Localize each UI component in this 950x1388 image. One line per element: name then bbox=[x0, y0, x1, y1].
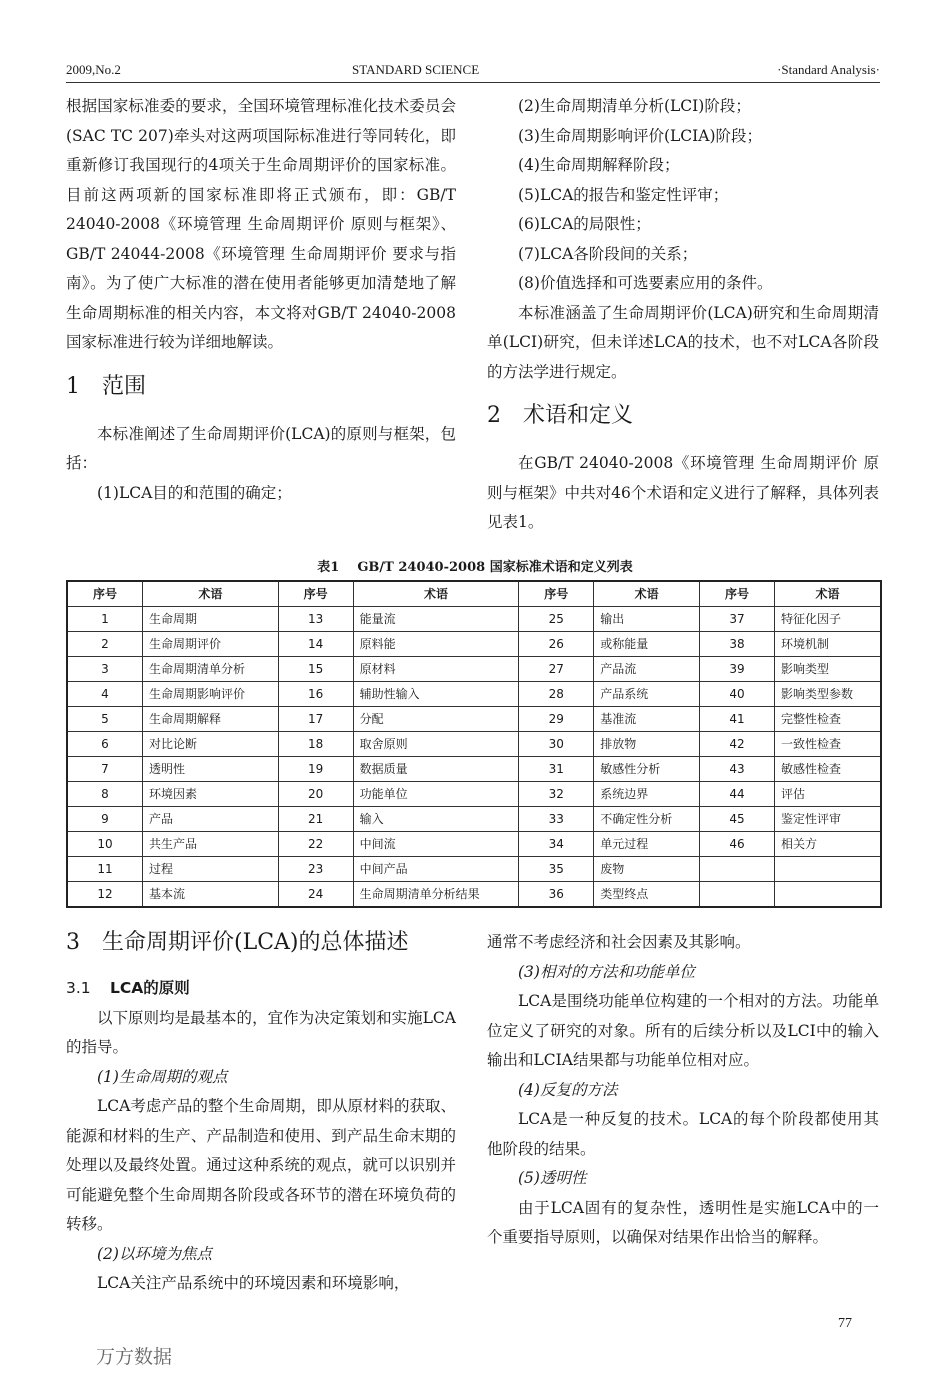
subsection-3-1-title: LCA的原则 bbox=[110, 979, 190, 997]
term-name-cell: 敏感性分析 bbox=[594, 757, 700, 782]
term-name-cell: 影响类型 bbox=[775, 657, 881, 682]
term-name-cell: 取舍原则 bbox=[353, 732, 519, 757]
term-number-cell bbox=[700, 857, 775, 882]
term-name-cell: 分配 bbox=[353, 707, 519, 732]
table-row bbox=[67, 882, 881, 908]
left-column-bottom bbox=[66, 928, 456, 1299]
left-column-top bbox=[66, 92, 456, 508]
term-number-cell: 45 bbox=[700, 807, 775, 832]
section-1-closing: 本标准涵盖了生命周期评价(LCA)研究和生命周期清单(LCI)研究，但未详述LCA的技术，也不对LCA各阶段的方法学进行规定。 bbox=[487, 303, 879, 381]
principle-1-text: LCA考虑产品的整个生命周期，即从原材料的获取、能源和材料的生产、产品制造和使用、到产品生命末期的处理以及最终处置。通过这种系统的观点，就可以识别并可能避免整个生命周期各阶段或各环节的潜在环境负荷的转移。 bbox=[66, 1097, 456, 1233]
term-name-cell: 鉴定性评审 bbox=[775, 807, 881, 832]
section-1-heading bbox=[66, 372, 456, 402]
scope-item-5: (5)LCA的报告和鉴定性评审； bbox=[518, 185, 729, 204]
term-name-cell: 产品 bbox=[143, 807, 279, 832]
term-number-cell: 43 bbox=[700, 757, 775, 782]
term-number-cell: 38 bbox=[700, 632, 775, 657]
header-cell: 序号 bbox=[519, 581, 594, 607]
term-number-cell: 37 bbox=[700, 607, 775, 632]
term-number-cell: 28 bbox=[519, 682, 594, 707]
term-number-cell: 36 bbox=[519, 882, 594, 908]
term-number-cell: 15 bbox=[278, 657, 353, 682]
term-name-cell bbox=[775, 882, 881, 908]
term-name-cell: 数据质量 bbox=[353, 757, 519, 782]
header-cell: 序号 bbox=[278, 581, 353, 607]
term-name-cell: 不确定性分析 bbox=[594, 807, 700, 832]
table-title: GB/T 24040-2008 国家标准术语和定义列表 bbox=[357, 560, 633, 575]
term-number-cell: 29 bbox=[519, 707, 594, 732]
term-number-cell: 13 bbox=[278, 607, 353, 632]
table-row bbox=[67, 632, 881, 657]
table-body bbox=[67, 607, 881, 908]
table-header-row bbox=[67, 581, 881, 607]
term-name-cell: 输入 bbox=[353, 807, 519, 832]
table-row bbox=[67, 782, 881, 807]
scope-item-2: (2)生命周期清单分析(LCI)阶段； bbox=[518, 97, 751, 115]
column-name: ·Standard Analysis· bbox=[777, 62, 880, 77]
term-number-cell: 19 bbox=[278, 757, 353, 782]
journal-name: STANDARD SCIENCE bbox=[352, 62, 480, 77]
term-name-cell: 环境因素 bbox=[143, 782, 279, 807]
term-name-cell: 能量流 bbox=[353, 607, 519, 632]
term-number-cell: 41 bbox=[700, 707, 775, 732]
term-name-cell: 产品流 bbox=[594, 657, 700, 682]
term-name-cell: 排放物 bbox=[594, 732, 700, 757]
term-name-cell: 或称能量 bbox=[594, 632, 700, 657]
term-number-cell: 17 bbox=[278, 707, 353, 732]
term-name-cell: 一致性检查 bbox=[775, 732, 881, 757]
term-number-cell: 8 bbox=[67, 782, 143, 807]
table-row bbox=[67, 832, 881, 857]
table-row bbox=[67, 657, 881, 682]
term-name-cell: 影响类型参数 bbox=[775, 682, 881, 707]
term-name-cell: 功能单位 bbox=[353, 782, 519, 807]
term-name-cell: 中间产品 bbox=[353, 857, 519, 882]
principle-5-title: (5)透明性 bbox=[518, 1169, 587, 1187]
term-name-cell: 废物 bbox=[594, 857, 700, 882]
table-row bbox=[67, 757, 881, 782]
term-number-cell: 18 bbox=[278, 732, 353, 757]
section-1-intro: 本标准阐述了生命周期评价(LCA)的原则与框架，包括： bbox=[66, 424, 456, 472]
table-row bbox=[67, 857, 881, 882]
intro-paragraph: 根据国家标准委的要求，全国环境管理标准化技术委员会(SAC TC 207)牵头对这两项国际标准进行等同转化，即重新修订我国现行的4项关于生命周期评价的国家标准。目前这两项新的国家标准即将正式颁布，即：GB/T 24040-2008《环境管理 生命周期评价 原则与框架》、GB/T 24044-2008《环境管理 生命周期评价 要求与指南》。为了使广大标准的潜在使用者能够更加清楚地了解生命周期标准的相关内容，本文将对GB/T 24040-2008国家标准进行较为详细地解读。 bbox=[66, 97, 456, 351]
term-name-cell: 特征化因子 bbox=[775, 607, 881, 632]
term-number-cell: 2 bbox=[67, 632, 143, 657]
term-number-cell: 7 bbox=[67, 757, 143, 782]
section-1-title: 范围 bbox=[102, 373, 147, 399]
term-number-cell: 1 bbox=[67, 607, 143, 632]
principle-1-title: (1)生命周期的观点 bbox=[97, 1067, 228, 1086]
term-number-cell: 25 bbox=[519, 607, 594, 632]
header-cell: 术语 bbox=[143, 581, 279, 607]
table-row bbox=[67, 732, 881, 757]
page-number: 77 bbox=[838, 1316, 852, 1331]
term-name-cell: 过程 bbox=[143, 857, 279, 882]
section-3-heading bbox=[66, 928, 456, 958]
term-number-cell: 3 bbox=[67, 657, 143, 682]
term-number-cell: 26 bbox=[519, 632, 594, 657]
section-3-title: 生命周期评价(LCA)的总体描述 bbox=[102, 930, 409, 955]
term-name-cell: 敏感性检查 bbox=[775, 757, 881, 782]
section-2-heading bbox=[487, 401, 879, 431]
principle-3-text: LCA是围绕功能单位构建的一个相对的方法。功能单位定义了研究的对象。所有的后续分析以及LCI中的输入输出和LCIA结果都与功能单位相对应。 bbox=[487, 992, 879, 1069]
subsection-3-1-heading bbox=[66, 974, 456, 1004]
header-cell: 术语 bbox=[775, 581, 881, 607]
principle-4-title: (4)反复的方法 bbox=[518, 1080, 618, 1099]
section-1-number: 1 bbox=[66, 373, 80, 399]
table-row bbox=[67, 682, 881, 707]
term-number-cell: 14 bbox=[278, 632, 353, 657]
term-name-cell: 辅助性输入 bbox=[353, 682, 519, 707]
scope-item-8: (8)价值选择和可选要素应用的条件。 bbox=[518, 274, 773, 292]
term-name-cell: 单元过程 bbox=[594, 832, 700, 857]
term-name-cell: 生命周期解释 bbox=[143, 707, 279, 732]
term-name-cell: 系统边界 bbox=[594, 782, 700, 807]
scope-item-7: (7)LCA各阶段间的关系； bbox=[518, 244, 698, 263]
subsection-3-1-intro: 以下原则均是最基本的，宜作为决定策划和实施LCA的指导。 bbox=[66, 1008, 456, 1056]
term-name-cell: 中间流 bbox=[353, 832, 519, 857]
term-name-cell: 基本流 bbox=[143, 882, 279, 908]
term-number-cell: 6 bbox=[67, 732, 143, 757]
term-number-cell: 35 bbox=[519, 857, 594, 882]
running-header bbox=[66, 62, 880, 83]
term-number-cell: 10 bbox=[67, 832, 143, 857]
term-name-cell bbox=[775, 857, 881, 882]
term-name-cell: 原材料 bbox=[353, 657, 519, 682]
term-number-cell: 46 bbox=[700, 832, 775, 857]
term-number-cell: 27 bbox=[519, 657, 594, 682]
term-name-cell: 生命周期清单分析 bbox=[143, 657, 279, 682]
term-number-cell: 5 bbox=[67, 707, 143, 732]
subsection-3-1-number: 3.1 bbox=[66, 979, 91, 997]
section-3-number: 3 bbox=[66, 930, 80, 955]
principle-2-text-a: LCA关注产品系统中的环境因素和环境影响， bbox=[97, 1274, 410, 1292]
term-number-cell: 44 bbox=[700, 782, 775, 807]
term-number-cell: 21 bbox=[278, 807, 353, 832]
principle-3-title: (3)相对的方法和功能单位 bbox=[518, 962, 695, 981]
scope-item-1: (1)LCA目的和范围的确定； bbox=[97, 483, 292, 502]
term-name-cell: 评估 bbox=[775, 782, 881, 807]
term-number-cell: 30 bbox=[519, 732, 594, 757]
table-row bbox=[67, 807, 881, 832]
term-name-cell: 生命周期评价 bbox=[143, 632, 279, 657]
watermark: 万方数据 bbox=[96, 1346, 173, 1368]
term-name-cell: 输出 bbox=[594, 607, 700, 632]
term-number-cell: 20 bbox=[278, 782, 353, 807]
scope-item-6: (6)LCA的局限性； bbox=[518, 215, 651, 233]
term-name-cell: 类型终点 bbox=[594, 882, 700, 908]
table-label: 表1 bbox=[317, 560, 340, 575]
term-number-cell: 16 bbox=[278, 682, 353, 707]
principle-2-text-b: 通常不考虑经济和社会因素及其影响。 bbox=[487, 933, 751, 951]
term-name-cell: 环境机制 bbox=[775, 632, 881, 657]
term-number-cell: 42 bbox=[700, 732, 775, 757]
header-cell: 序号 bbox=[700, 581, 775, 607]
section-2-title: 术语和定义 bbox=[523, 403, 634, 428]
term-name-cell: 透明性 bbox=[143, 757, 279, 782]
section-2-number: 2 bbox=[487, 403, 501, 428]
principle-2-title: (2)以环境为焦点 bbox=[97, 1244, 212, 1263]
table-caption bbox=[0, 556, 950, 575]
scope-item-4: (4)生命周期解释阶段； bbox=[518, 156, 680, 174]
right-column-bottom bbox=[487, 928, 879, 1253]
term-name-cell: 生命周期影响评价 bbox=[143, 682, 279, 707]
term-number-cell: 33 bbox=[519, 807, 594, 832]
term-number-cell: 39 bbox=[700, 657, 775, 682]
term-name-cell: 原料能 bbox=[353, 632, 519, 657]
term-number-cell bbox=[700, 882, 775, 908]
right-column-top bbox=[487, 92, 879, 538]
term-name-cell: 基准流 bbox=[594, 707, 700, 732]
header-cell: 序号 bbox=[67, 581, 143, 607]
term-number-cell: 9 bbox=[67, 807, 143, 832]
header-cell: 术语 bbox=[353, 581, 519, 607]
principle-5-text: 由于LCA固有的复杂性，透明性是实施LCA中的一个重要指导原则，以确保对结果作出恰当的解释。 bbox=[487, 1198, 879, 1246]
term-number-cell: 4 bbox=[67, 682, 143, 707]
term-name-cell: 对比论断 bbox=[143, 732, 279, 757]
term-number-cell: 12 bbox=[67, 882, 143, 908]
term-number-cell: 32 bbox=[519, 782, 594, 807]
terms-table bbox=[66, 580, 882, 908]
table-row bbox=[67, 707, 881, 732]
term-number-cell: 23 bbox=[278, 857, 353, 882]
table-row bbox=[67, 607, 881, 632]
term-name-cell: 相关方 bbox=[775, 832, 881, 857]
term-number-cell: 40 bbox=[700, 682, 775, 707]
journal-issue: 2009,No.2 bbox=[66, 62, 121, 77]
term-name-cell: 生命周期 bbox=[143, 607, 279, 632]
scope-item-3: (3)生命周期影响评价(LCIA)阶段； bbox=[518, 126, 763, 145]
term-number-cell: 31 bbox=[519, 757, 594, 782]
term-number-cell: 24 bbox=[278, 882, 353, 908]
term-name-cell: 产品系统 bbox=[594, 682, 700, 707]
principle-4-text: LCA是一种反复的技术。LCA的每个阶段都使用其他阶段的结果。 bbox=[487, 1110, 879, 1158]
section-2-text: 在GB/T 24040-2008《环境管理 生命周期评价 原则与框架》中共对46个术语和定义进行了解释，具体列表见表1。 bbox=[487, 454, 879, 531]
header-cell: 术语 bbox=[594, 581, 700, 607]
term-name-cell: 共生产品 bbox=[143, 832, 279, 857]
term-name-cell: 完整性检查 bbox=[775, 707, 881, 732]
term-number-cell: 34 bbox=[519, 832, 594, 857]
term-number-cell: 22 bbox=[278, 832, 353, 857]
term-name-cell: 生命周期清单分析结果 bbox=[353, 882, 519, 908]
term-number-cell: 11 bbox=[67, 857, 143, 882]
